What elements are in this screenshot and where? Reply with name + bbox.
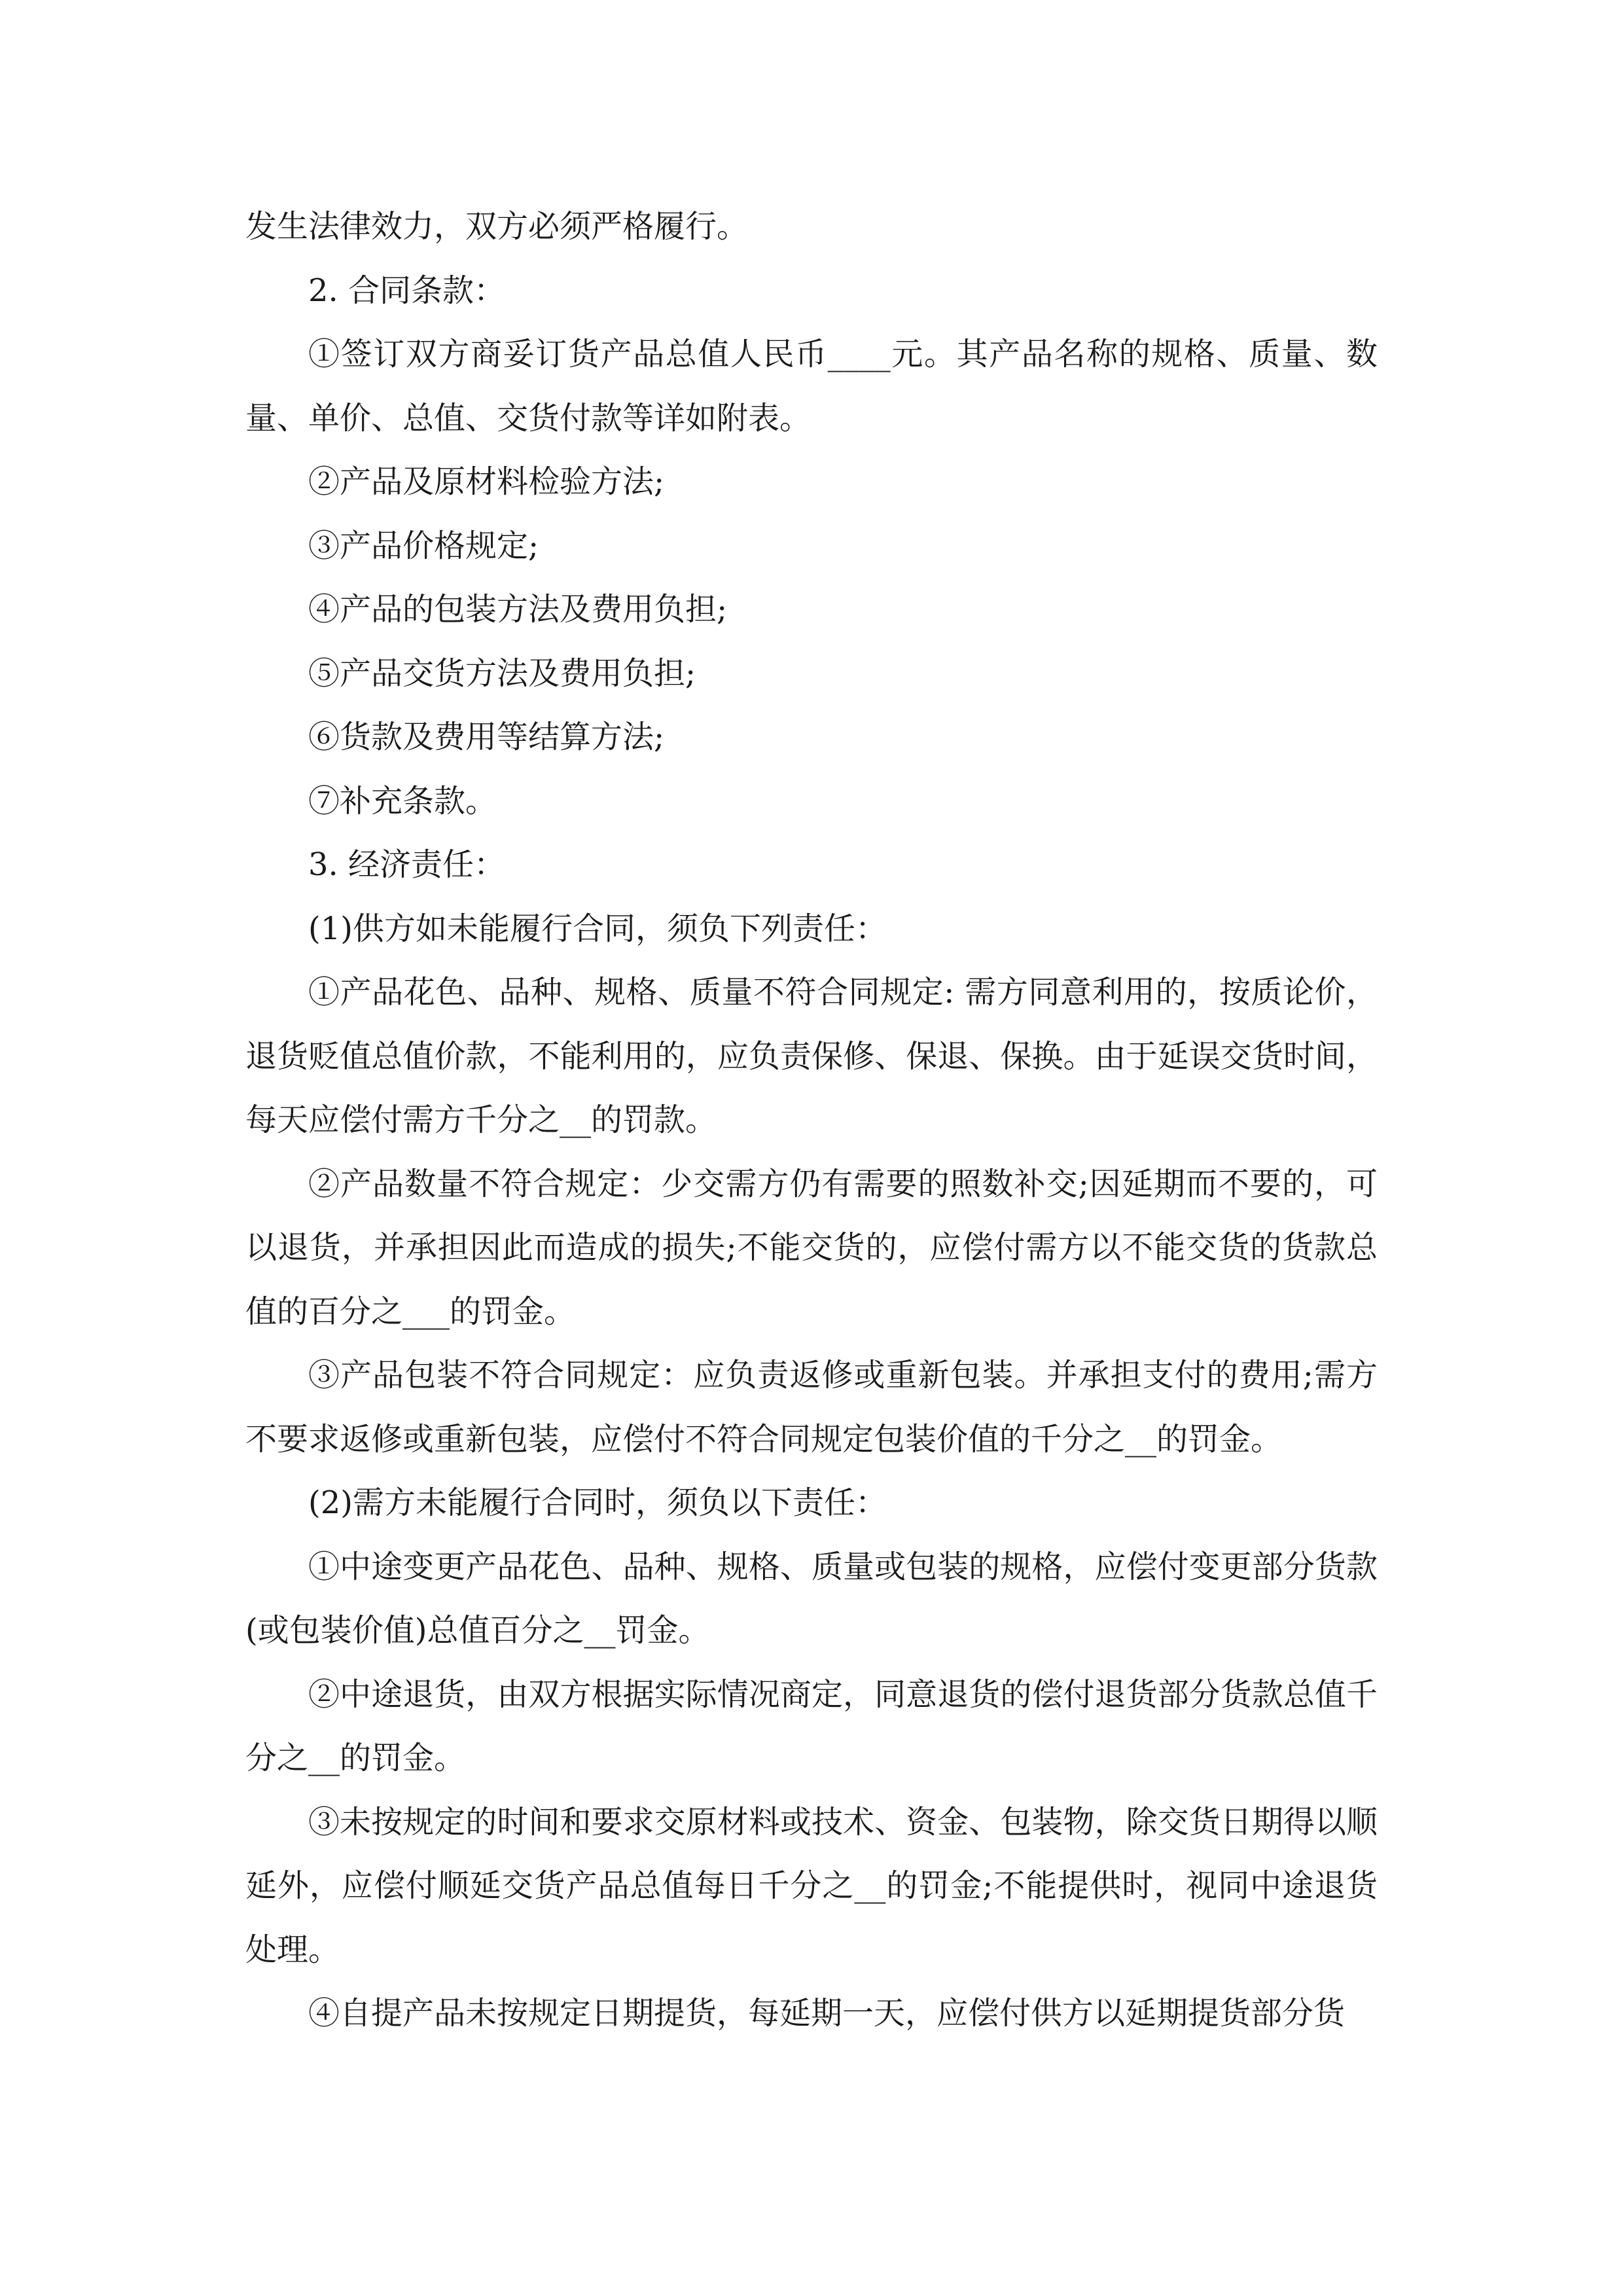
subsection-heading-buyer: (2)需方未能履行合同时，须负以下责任： <box>308 1484 887 1521</box>
buyer-liability-3: ③未按规定的时间和要求交原材料或技术、资金、包装物，除交货日期得以顺延外，应偿付顺延交货产品总值每日千分之__的罚金;不能提供时，视同中途退货处理。 <box>245 1803 1378 1968</box>
buyer-liability-4: ④自提产品未按规定日期提货，每延期一天，应偿付供方以延期提货部分货 <box>308 1995 1346 2032</box>
clause-item-7: ⑦补充条款。 <box>308 782 497 819</box>
supplier-liability-2: ②产品数量不符合规定：少交需方仍有需要的照数补交;因延期而不要的，可以退货，并承担因此而造成的损失;不能交货的，应偿付需方以不能交货的货款总值的百分之___的罚金。 <box>245 1165 1378 1330</box>
clause-item-5: ⑤产品交货方法及费用负担; <box>308 655 696 692</box>
clause-item-3: ③产品价格规定; <box>308 527 539 564</box>
supplier-liability-1: ①产品花色、品种、规格、质量不符合同规定: 需方同意利用的，按质论价，退货贬值总值价款，不能利用的，应负责保修、保退、保换。由于延误交货时间，每天应偿付需方千分之__的罚款。 <box>245 974 1378 1138</box>
supplier-liability-3: ③产品包装不符合同规定：应负责返修或重新包装。并承担支付的费用;需方不要求返修或重新包装，应偿付不符合同规定包装价值的千分之__的罚金。 <box>245 1357 1378 1458</box>
clause-item-1: ①签订双方商妥订货产品总值人民币____元。其产品名称的规格、质量、数量、单价、总值、交货付款等详如附表。 <box>245 336 1378 437</box>
clause-item-4: ④产品的包装方法及费用负担; <box>308 591 728 628</box>
paragraph-continuation: 发生法律效力，双方必须严格履行。 <box>245 208 749 245</box>
clause-item-2: ②产品及原材料检验方法; <box>308 463 665 500</box>
buyer-liability-2: ②中途退货，由双方根据实际情况商定，同意退货的偿付退货部分货款总值千分之__的罚金。 <box>245 1676 1378 1776</box>
section-heading-economic-liability: 3. 经济责任： <box>308 846 506 883</box>
buyer-liability-1: ①中途变更产品花色、品种、规格、质量或包装的规格，应偿付变更部分货款(或包装价值)总值百分之__罚金。 <box>245 1548 1378 1649</box>
subsection-heading-supplier: (1)供方如未能履行合同，须负下列责任： <box>308 910 887 947</box>
section-heading-contract-terms: 2. 合同条款： <box>308 272 506 309</box>
clause-item-6: ⑥货款及费用等结算方法; <box>308 719 665 755</box>
document-body <box>245 195 1378 2046</box>
